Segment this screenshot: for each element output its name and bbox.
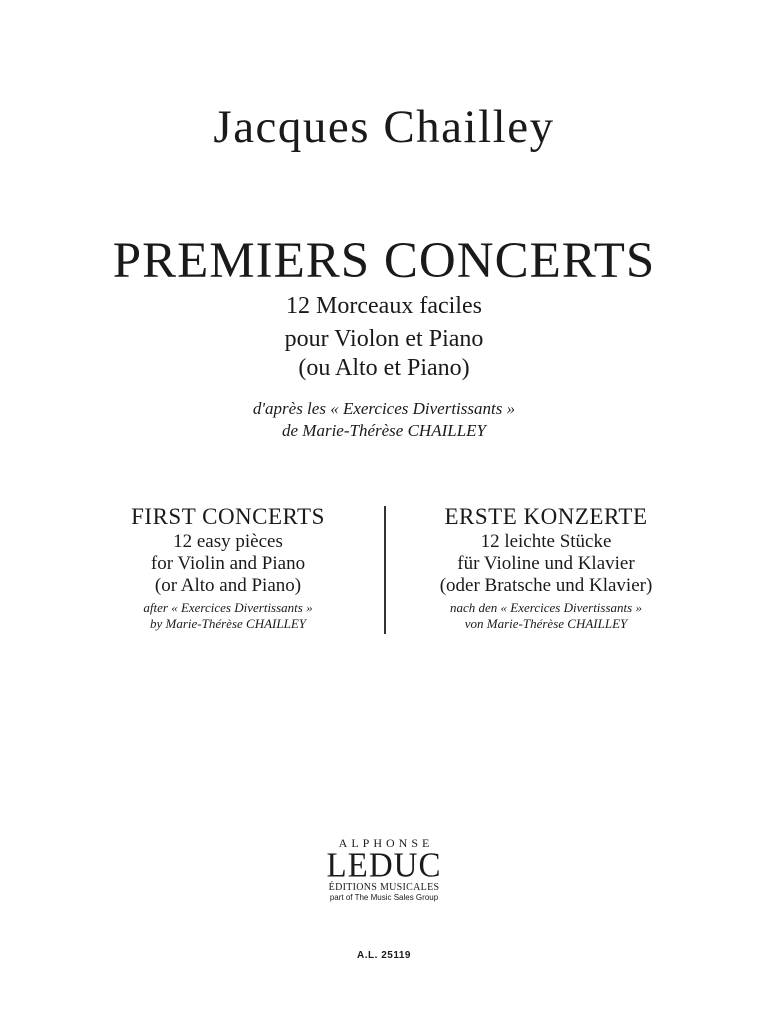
german-instrument: für Violine und Klavier (457, 553, 635, 574)
french-instrument: pour Violon et Piano (284, 326, 484, 352)
french-alt-instrument: (ou Alto et Piano) (298, 355, 470, 381)
french-after: d'après les « Exercices Divertissants » (252, 399, 516, 418)
german-by: von Marie-Thérèse CHAILLEY (464, 616, 628, 631)
publisher-logo (304, 836, 464, 903)
publisher-logo-name: LEDUC (326, 847, 442, 885)
english-by: by Marie-Thérèse CHAILLEY (150, 616, 306, 631)
english-after: after « Exercices Divertissants » (143, 600, 313, 615)
main-title: PREMIERS CONCERTS (112, 233, 656, 289)
french-subtitle: 12 Morceaux faciles (286, 293, 482, 319)
german-subtitle: 12 leichte Stücke (480, 531, 612, 552)
publisher-logo-sub: ÉDITIONS MUSICALES (328, 882, 440, 893)
german-after: nach den « Exercices Divertissants » (450, 600, 642, 615)
english-subtitle: 12 easy pièces (173, 531, 283, 552)
catalog-number: A.L. 25119 (357, 950, 411, 961)
composer-name: Jacques Chailley (213, 101, 555, 153)
english-alt-instrument: (or Alto and Piano) (154, 575, 302, 596)
publisher-logo-top: ALPHONSE (338, 836, 434, 850)
english-instrument: for Violin and Piano (150, 553, 306, 574)
german-title: ERSTE KONZERTE (444, 504, 648, 529)
english-column (78, 503, 378, 632)
french-by: de Marie-Thérèse CHAILLEY (282, 421, 486, 440)
german-column (386, 503, 706, 632)
english-title: FIRST CONCERTS (131, 504, 325, 529)
publisher-logo-group: part of The Music Sales Group (329, 893, 439, 902)
german-alt-instrument: (oder Bratsche und Klavier) (439, 575, 653, 596)
